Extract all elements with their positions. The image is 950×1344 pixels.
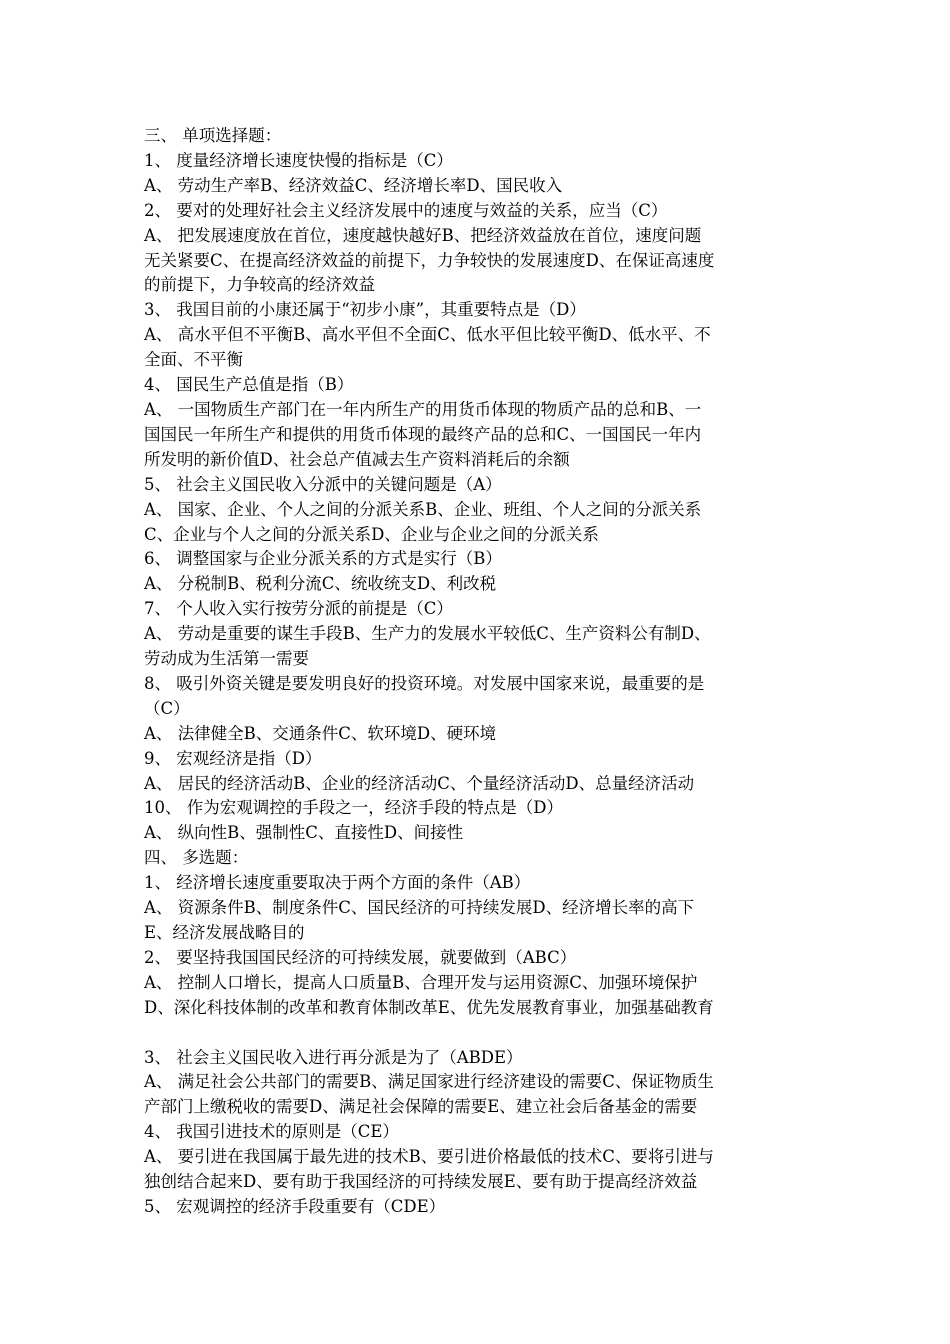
text-line: 8、 吸引外资关键是要发明良好的投资环境。对发展中国家来说，最重要的是 — [144, 673, 705, 693]
text-line: 1、 度量经济增长速度快慢的指标是（C） — [144, 150, 453, 170]
text-line: 6、 调整国家与企业分派关系的方式是实行（B） — [144, 549, 502, 569]
text-line: A、 满足社会公共部门的需要B、满足国家进行经济建设的需要C、保证物质生 — [144, 1072, 714, 1092]
text-line: A、 劳动是重要的谋生手段B、生产力的发展水平较低C、生产资料公有制D、 — [144, 624, 711, 644]
text-line: D、深化科技体制的改革和教育体制改革E、优先发展教育事业，加强基础教育 — [144, 997, 714, 1017]
text-line: 2、 要坚持我国国民经济的可持续发展，就要做到（ABC） — [144, 947, 577, 967]
text-line: E、经济发展战略目的 — [144, 923, 305, 942]
text-line: A、 分税制B、税利分流C、统收统支D、利改税 — [144, 574, 497, 594]
text-line: 4、 我国引进技术的原则是（CE） — [144, 1122, 399, 1142]
text-line: A、 把发展速度放在首位，速度越快越好B、把经济效益放在首位，速度问题 — [144, 225, 702, 245]
text-line: A、 一国物质生产部门在一年内所生产的用货币体现的物质产品的总和B、一 — [144, 399, 702, 419]
text-line: A、 劳动生产率B、经济效益C、经济增长率D、国民收入 — [144, 175, 563, 195]
text-line: 7、 个人收入实行按劳分派的前提是（C） — [144, 599, 453, 619]
text-line: 全面、不平衡 — [144, 350, 243, 370]
text-line: 10、 作为宏观调控的手段之一，经济手段的特点是（D） — [144, 798, 563, 818]
text-line: A、 国家、企业、个人之间的分派关系B、企业、班组、个人之间的分派关系 — [144, 499, 702, 519]
text-line: 3、 我国目前的小康还属于“初步小康”，其重要特点是（D） — [144, 300, 586, 320]
text-line: A、 高水平但不平衡B、高水平但不全面C、低水平但比较平衡D、低水平、不 — [144, 325, 711, 345]
text-line: A、 法律健全B、交通条件C、软环境D、硬环境 — [144, 723, 497, 743]
text-line: 独创结合起来D、要有助于我国经济的可持续发展E、要有助于提高经济效益 — [144, 1172, 698, 1192]
blank-line — [144, 1021, 808, 1046]
text-line: （C） — [144, 698, 190, 718]
text-line: 3、 社会主义国民收入进行再分派是为了（ABDE） — [144, 1047, 523, 1067]
text-line: A、 要引进在我国属于最先进的技术B、要引进价格最低的技术C、要将引进与 — [144, 1147, 714, 1167]
text-line: 劳动成为生活第一需要 — [144, 649, 309, 669]
text-line: 的前提下，力争较高的经济效益 — [144, 275, 375, 295]
text-line: C、企业与个人之间的分派关系D、企业与企业之间的分派关系 — [144, 524, 599, 544]
text-line: 国国民一年所生产和提供的用货币体现的最终产品的总和C、一国国民一年内 — [144, 424, 702, 444]
text-line: 三、 单项选择题： — [144, 126, 282, 145]
text-line: 1、 经济增长速度重要取决于两个方面的条件（AB） — [144, 873, 531, 893]
text-line: 4、 国民生产总值是指（B） — [144, 375, 354, 395]
text-line: 无关紧要C、在提高经济效益的前提下，力争较快的发展速度D、在保证高速度 — [144, 250, 715, 270]
text-line: A、 居民的经济活动B、企业的经济活动C、个量经济活动D、总量经济活动 — [144, 773, 695, 793]
text-line: 所发明的新价值D、社会总产值减去生产资料消耗后的余额 — [144, 449, 570, 469]
text-line: 四、 多选题： — [144, 848, 249, 868]
document-body — [144, 124, 808, 1220]
text-line: 5、 宏观调控的经济手段重要有（CDE） — [144, 1196, 446, 1216]
text-line: A、 控制人口增长，提高人口质量B、合理开发与运用资源C、加强环境保护 — [144, 972, 698, 992]
text-line: 2、 要对的处理好社会主义经济发展中的速度与效益的关系，应当（C） — [144, 200, 668, 220]
text-line: 产部门上缴税收的需要D、满足社会保障的需要E、建立社会后备基金的需要 — [144, 1097, 698, 1117]
text-line: 9、 宏观经济是指（D） — [144, 748, 322, 768]
text-line: 5、 社会主义国民收入分派中的关键问题是（A） — [144, 474, 502, 494]
text-line: A、 资源条件B、制度条件C、国民经济的可持续发展D、经济增长率的高下 — [144, 898, 695, 918]
text-line: A、 纵向性B、强制性C、直接性D、间接性 — [144, 823, 464, 843]
